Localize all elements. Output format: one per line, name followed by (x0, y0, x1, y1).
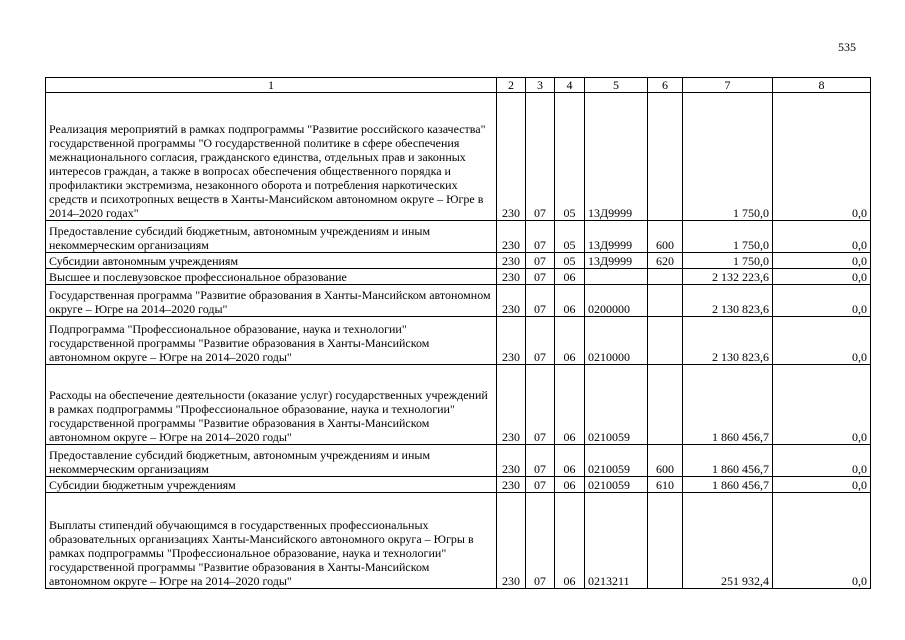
table-row (46, 253, 871, 269)
amount-cell: 251 932,4 (683, 493, 773, 589)
admin-code-cell: 230 (497, 365, 526, 445)
amount-cell-2: 0,0 (773, 445, 871, 477)
target-article-cell: 13Д9999 (585, 221, 648, 253)
admin-code-cell: 230 (497, 477, 526, 493)
header-cell: 1 (46, 78, 497, 93)
table-row (46, 445, 871, 477)
expense-type-cell: 610 (648, 477, 683, 493)
header-cell: 2 (497, 78, 526, 93)
amount-cell: 1 750,0 (683, 221, 773, 253)
subsection-cell: 06 (555, 477, 585, 493)
description-cell: Подпрограмма "Профессиональное образование, наука и технологии" государственной программы "Развитие образования в Ханты-Мансийском автономном округе – Югре на 2014–2020 годы" (46, 317, 497, 365)
expense-type-cell: 600 (648, 221, 683, 253)
subsection-cell: 05 (555, 221, 585, 253)
amount-cell: 2 132 223,6 (683, 269, 773, 285)
description-cell: Государственная программа "Развитие образования в Ханты-Мансийском автономном округе – Югре на 2014–2020 годы" (46, 285, 497, 317)
amount-cell: 1 750,0 (683, 93, 773, 221)
subsection-cell: 06 (555, 493, 585, 589)
expense-type-cell (648, 269, 683, 285)
table-row (46, 493, 871, 589)
header-row (46, 78, 871, 93)
admin-code-cell: 230 (497, 445, 526, 477)
subsection-cell: 06 (555, 269, 585, 285)
subsection-cell: 05 (555, 253, 585, 269)
amount-cell: 1 860 456,7 (683, 445, 773, 477)
section-cell: 07 (526, 365, 555, 445)
admin-code-cell: 230 (497, 221, 526, 253)
target-article-cell: 0210059 (585, 445, 648, 477)
admin-code-cell: 230 (497, 93, 526, 221)
subsection-cell: 06 (555, 285, 585, 317)
subsection-cell: 06 (555, 445, 585, 477)
table-row (46, 269, 871, 285)
table-row (46, 93, 871, 221)
amount-cell-2: 0,0 (773, 317, 871, 365)
amount-cell: 2 130 823,6 (683, 317, 773, 365)
description-cell: Выплаты стипендий обучающимся в государственных профессиональных образовательных организациях Ханты-Мансийского автономного округа – Югры в рамках подпрограммы "Профессиональное образование, наука и технологии" государственной программы "Развитие образования в Ханты-Мансийском автономном округе – Югре на 2014–2020 годы" (46, 493, 497, 589)
admin-code-cell: 230 (497, 269, 526, 285)
table-row (46, 317, 871, 365)
amount-cell: 1 750,0 (683, 253, 773, 269)
description-cell: Предоставление субсидий бюджетным, автономным учреждениям и иным некоммерческим организациям (46, 221, 497, 253)
target-article-cell: 0213211 (585, 493, 648, 589)
amount-cell: 2 130 823,6 (683, 285, 773, 317)
description-cell: Субсидии бюджетным учреждениям (46, 477, 497, 493)
target-article-cell: 0210000 (585, 317, 648, 365)
amount-cell-2: 0,0 (773, 253, 871, 269)
amount-cell-2: 0,0 (773, 477, 871, 493)
description-cell: Реализация мероприятий в рамках подпрограммы "Развитие российского казачества" государственной программы "О государственной политике в сфере обеспечения межнационального согласия, гражданского единства, отдельных прав и законных интересов граждан, а также в вопросах обеспечения общественного порядка и профилактики экстремизма, незаконного оборота и потребления наркотических средств и психотропных веществ в Ханты-Мансийском автономном округе – Югре в 2014–2020 годах" (46, 93, 497, 221)
subsection-cell: 06 (555, 317, 585, 365)
section-cell: 07 (526, 445, 555, 477)
table-row (46, 221, 871, 253)
header-cell: 4 (555, 78, 585, 93)
header-cell: 7 (683, 78, 773, 93)
section-cell: 07 (526, 221, 555, 253)
amount-cell-2: 0,0 (773, 269, 871, 285)
amount-cell-2: 0,0 (773, 493, 871, 589)
section-cell: 07 (526, 477, 555, 493)
page-number: 535 (838, 40, 856, 54)
expense-type-cell (648, 365, 683, 445)
target-article-cell: 0210059 (585, 365, 648, 445)
subsection-cell: 05 (555, 93, 585, 221)
amount-cell-2: 0,0 (773, 93, 871, 221)
budget-table (45, 77, 871, 589)
amount-cell-2: 0,0 (773, 365, 871, 445)
admin-code-cell: 230 (497, 493, 526, 589)
header-cell: 8 (773, 78, 871, 93)
amount-cell: 1 860 456,7 (683, 365, 773, 445)
subsection-cell: 06 (555, 365, 585, 445)
amount-cell: 1 860 456,7 (683, 477, 773, 493)
amount-cell-2: 0,0 (773, 285, 871, 317)
section-cell: 07 (526, 269, 555, 285)
table-row (46, 477, 871, 493)
description-cell: Предоставление субсидий бюджетным, автономным учреждениям и иным некоммерческим организациям (46, 445, 497, 477)
expense-type-cell (648, 93, 683, 221)
target-article-cell: 0210059 (585, 477, 648, 493)
section-cell: 07 (526, 253, 555, 269)
table-row (46, 285, 871, 317)
section-cell: 07 (526, 285, 555, 317)
target-article-cell: 13Д9999 (585, 253, 648, 269)
section-cell: 07 (526, 317, 555, 365)
expense-type-cell (648, 285, 683, 317)
header-cell: 3 (526, 78, 555, 93)
expense-type-cell: 600 (648, 445, 683, 477)
header-cell: 6 (648, 78, 683, 93)
admin-code-cell: 230 (497, 285, 526, 317)
expense-type-cell: 620 (648, 253, 683, 269)
section-cell: 07 (526, 493, 555, 589)
expense-type-cell (648, 317, 683, 365)
target-article-cell (585, 269, 648, 285)
description-cell: Высшее и послевузовское профессиональное образование (46, 269, 497, 285)
description-cell: Субсидии автономным учреждениям (46, 253, 497, 269)
admin-code-cell: 230 (497, 317, 526, 365)
admin-code-cell: 230 (497, 253, 526, 269)
target-article-cell: 13Д9999 (585, 93, 648, 221)
section-cell: 07 (526, 93, 555, 221)
header-cell: 5 (585, 78, 648, 93)
description-cell: Расходы на обеспечение деятельности (оказание услуг) государственных учреждений в рамках подпрограммы "Профессиональное образование, наука и технологии" государственной программы "Развитие образования в Ханты-Мансийском автономном округе – Югре на 2014–2020 годы" (46, 365, 497, 445)
amount-cell-2: 0,0 (773, 221, 871, 253)
table-body (46, 78, 871, 589)
expense-type-cell (648, 493, 683, 589)
target-article-cell: 0200000 (585, 285, 648, 317)
table-row (46, 365, 871, 445)
